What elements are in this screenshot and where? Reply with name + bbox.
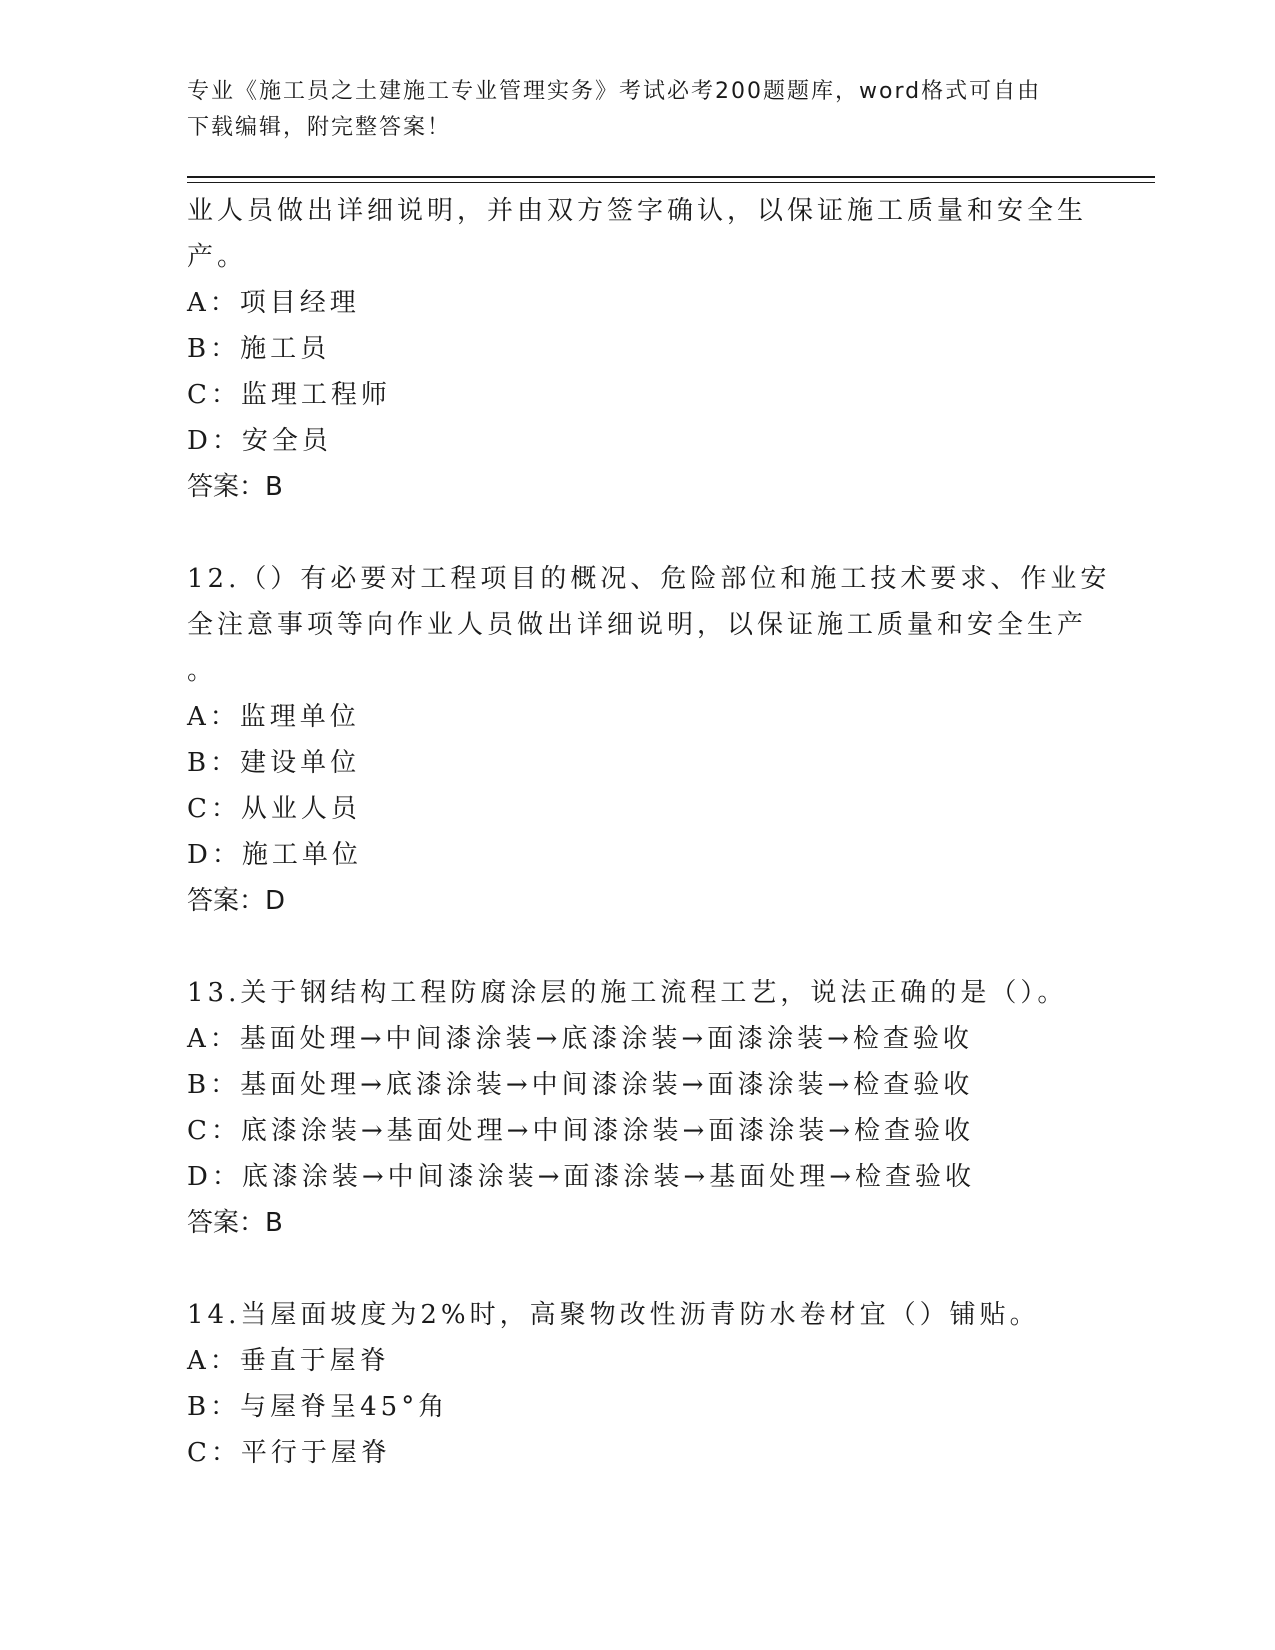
option-d: D：施工单位	[187, 840, 362, 870]
header-divider-thick	[187, 176, 1155, 178]
option-a: A：基面处理→中间漆涂装→底漆涂装→面漆涂装→检查验收	[187, 1024, 973, 1054]
question-text-line: 14.当屋面坡度为2%时，高聚物改性沥青防水卷材宜（）铺贴。	[187, 1300, 1040, 1330]
option-b: B：基面处理→底漆涂装→中间漆涂装→面漆涂装→检查验收	[187, 1070, 974, 1100]
document-header	[187, 74, 1077, 146]
option-a: A：项目经理	[187, 288, 360, 318]
answer-line: 答案：D	[187, 886, 286, 916]
option-c: C：底漆涂装→基面处理→中间漆涂装→面漆涂装→检查验收	[187, 1116, 975, 1146]
document-body	[187, 188, 1111, 1476]
option-d: D：安全员	[187, 426, 332, 456]
question-text-line: 业人员做出详细说明，并由双方签字确认，以保证施工质量和安全生	[187, 196, 1088, 226]
question-13	[187, 970, 1087, 1246]
option-a: A：监理单位	[187, 702, 360, 732]
option-b: B：与屋脊呈45°角	[187, 1392, 449, 1422]
option-b: B：建设单位	[187, 748, 361, 778]
question-text-line: 产。	[187, 242, 248, 272]
header-line-2: 下载编辑，附完整答案！	[187, 115, 452, 140]
option-d: D：底漆涂装→中间漆涂装→面漆涂装→基面处理→检查验收	[187, 1162, 975, 1192]
header-line-1: 专业《施工员之土建施工专业管理实务》考试必考200题题库，word格式可自由	[187, 79, 1042, 104]
question-11-continuation	[187, 188, 1087, 510]
option-c: C：平行于屋脊	[187, 1438, 391, 1468]
option-c: C：从业人员	[187, 794, 361, 824]
option-b: B：施工员	[187, 334, 331, 364]
question-12	[187, 556, 1111, 924]
question-spacer	[187, 510, 1087, 556]
answer-line: 答案：B	[187, 1208, 283, 1238]
question-text-line: 。	[187, 656, 218, 686]
question-spacer	[187, 924, 1087, 970]
question-14	[187, 1292, 1087, 1476]
answer-line: 答案：B	[187, 472, 283, 502]
question-text-line: 12.（）有必要对工程项目的概况、危险部位和施工技术要求、作业安	[187, 564, 1111, 594]
question-spacer	[187, 1246, 1087, 1292]
option-a: A：垂直于屋脊	[187, 1346, 390, 1376]
option-c: C：监理工程师	[187, 380, 391, 410]
header-divider-thin	[187, 182, 1155, 183]
question-text-line: 13.关于钢结构工程防腐涂层的施工流程工艺，说法正确的是（）。	[187, 978, 1068, 1008]
question-text-line: 全注意事项等向作业人员做出详细说明，以保证施工质量和安全生产	[187, 610, 1088, 640]
